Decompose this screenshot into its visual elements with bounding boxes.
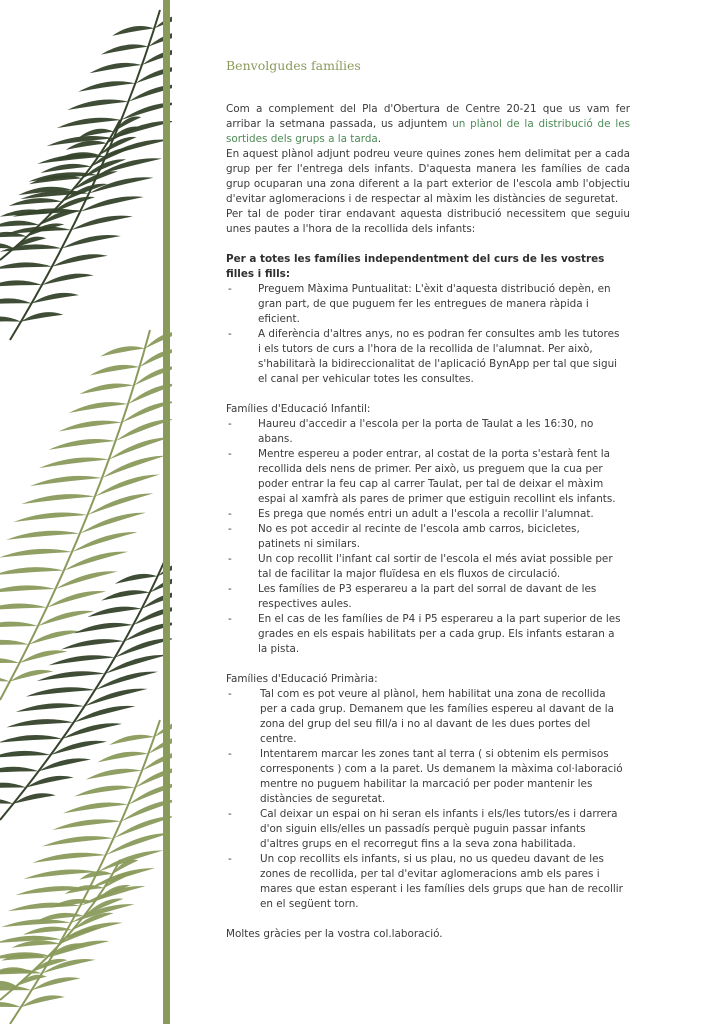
list-infantil [226,417,630,657]
list-item: - Cal deixar un espai on hi seran els infants i els/les tutors/es i darrera d'on siguin ells/elles un passadís perquè puguin passar infants d'altres grups en el recorregut fins a la seva zona habilitada. [226,807,630,852]
intro-paragraph-1: Com a complement del Pla d'Obertura de Centre 20-21 que us vam fer arribar la setmana passada, us adjuntem un plànol de la distribució de les sortides dels grups a la tarda. [226,103,631,145]
list-item: - Un cop recollit l'infant cal sortir de l'escola el més aviat possible per tal de facilitar la major fluïdesa en els fluxos de circulació. [226,552,630,582]
list-item: - Es prega que només entri un adult a l'escola a recollir l'alumnat. [226,507,630,522]
list-all-families [226,282,630,387]
list-item: - Preguem Màxima Puntualitat: L'èxit d'aquesta distribució depèn, en gran part, de que puguem fer les entregues de manera ràpida i eficient. [226,282,630,327]
palm-leaves-illustration [0,0,172,1024]
list-item: - Un cop recollits els infants, si us plau, no us quedeu davant de les zones de recollida, per tal d'evitar aglomeracions amb els pares i mares que estan esperant i les famílies dels grups que han de recollir en el següent torn. [226,852,630,912]
list-item: - A diferència d'altres anys, no es podran fer consultes amb les tutores i els tutors de curs a l'hora de la recollida de l'alumnat. Per això, s'habilitarà la bidireccionalitat de l'aplicació BynApp per tal que sigui el canal per vehicular totes les consultes. [226,327,630,387]
intro-paragraph-2: En aquest plànol adjunt podreu veure quines zones hem delimitat per a cada grup per fer l'entrega dels infants. D'aquesta manera les famílies de cada grup ocuparan una zona diferent a la part exterior de l'escola amb l'objectiu d'evitar aglomeracions i de respectar al màxim les distàncies de seguretat. [226,148,630,205]
closing-line: Moltes gràcies per la vostra col.laboració. [226,928,443,940]
list-item: - Intentarem marcar les zones tant al terra ( si obtenim els permisos corresponents ) com a la paret. Us demanem la màxima col·laboració mentre no puguem habilitar la marcació per poder mantenir les distàncies de seguretat. [226,747,630,807]
vertical-accent-bar [163,0,170,1024]
list-item: - En el cas de les famílies de P4 i P5 esperareu a la part superior de les grades en els espais habilitats per a cada grup. Els infants estaran a la pista. [226,612,630,657]
letter-body [226,58,630,942]
list-item: - No es pot accedir al recinte de l'escola amb carros, bicicletes, patinets ni similars. [226,522,630,552]
section-heading-all-families: Per a totes les famílies independentment del curs de les vostres filles i fills: [226,253,605,280]
greeting: Benvolgudes famílies [226,58,361,73]
list-item: - Tal com es pot veure al plànol, hem habilitat una zona de recollida per a cada grup. Demanem que les famílies espereu al davant de la zona del grup del seu fill/a i no al davant de les dues portes del centre. [226,687,630,747]
section-heading-infantil: Famílies d'Educació Infantil: [226,403,371,415]
list-primaria [226,687,630,912]
list-item: - Les famílies de P3 esperareu a la part del sorral de davant de les respectives aules. [226,582,630,612]
list-item: - Haureu d'accedir a l'escola per la porta de Taulat a les 16:30, no abans. [226,417,630,447]
list-item: - Mentre espereu a poder entrar, al costat de la porta s'estarà fent la recollida dels nens de primer. Per això, us preguem que la cua per poder entrar la feu cap al carrer Taulat, per tal de deixar el màxim espai al xamfrà als pares de primer que estiguin recollint els infants. [226,447,630,507]
intro-paragraph-3: Per tal de poder tirar endavant aquesta distribució necessitem que seguiu unes pautes a l'hora de la recollida dels infants: [226,208,630,235]
section-heading-primaria: Famílies d'Educació Primària: [226,673,378,685]
plan-link-text: un plànol de la distribució de les sortides dels grups a la tarda [226,118,631,145]
